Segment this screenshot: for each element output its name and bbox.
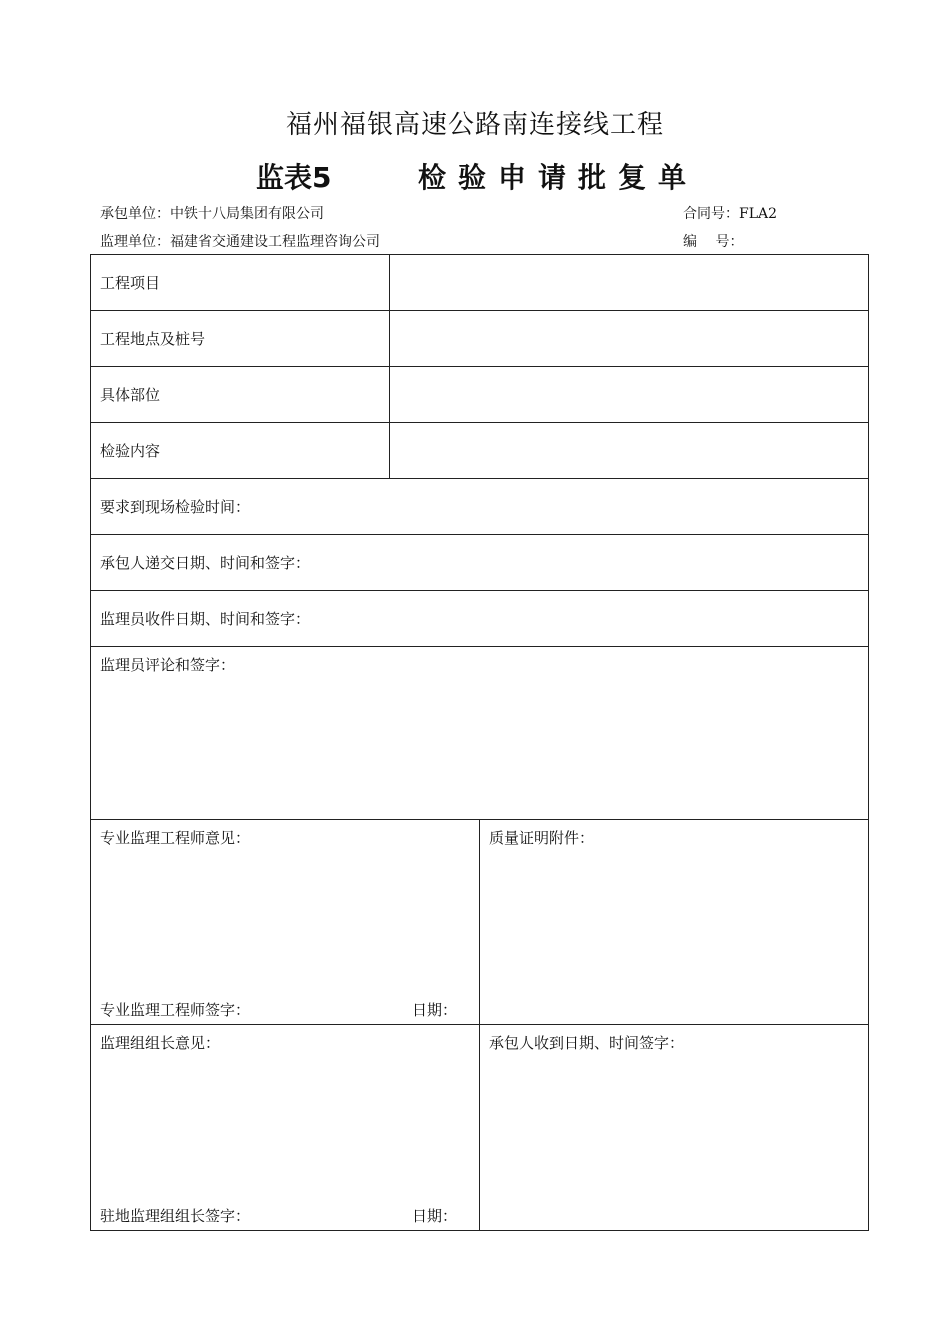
supervisor-unit: 监理单位：福建省交通建设工程监理咨询公司 bbox=[100, 234, 380, 250]
inspection-content-label: 检验内容 bbox=[91, 423, 390, 478]
supervisor-receive-label: 监理员收件日期、时间和签字： bbox=[100, 610, 311, 628]
form-subtitle bbox=[0, 156, 950, 196]
specific-part-field[interactable] bbox=[390, 367, 868, 422]
inspection-content-field[interactable] bbox=[390, 423, 868, 478]
contractor-unit: 承包单位：中铁十八局集团有限公司 bbox=[100, 206, 324, 222]
location-stake-label: 工程地点及桩号 bbox=[91, 311, 390, 366]
specific-part-label: 具体部位 bbox=[91, 367, 390, 422]
table-row bbox=[91, 591, 868, 647]
required-time-label: 要求到现场检验时间： bbox=[100, 498, 251, 516]
serial-number: 编 号： bbox=[683, 234, 744, 250]
document-title: 福州福银高速公路南连接线工程 bbox=[285, 110, 664, 140]
engineer-signature-label: 专业监理工程师签字： bbox=[100, 1001, 251, 1019]
project-item-label: 工程项目 bbox=[91, 255, 390, 310]
table-row bbox=[91, 647, 868, 820]
engineer-opinion-label: 专业监理工程师意见： bbox=[100, 829, 251, 847]
resident-leader-signature-label: 驻地监理组组长签字： bbox=[100, 1207, 251, 1225]
leader-date-label: 日期： bbox=[412, 1207, 458, 1225]
quality-attachment-cell bbox=[480, 820, 868, 1024]
table-row bbox=[91, 479, 868, 535]
engineer-opinion-cell bbox=[91, 820, 480, 1024]
contract-number: 合同号：FLA2 bbox=[683, 206, 778, 222]
table-row bbox=[91, 535, 868, 591]
table-row bbox=[91, 255, 868, 311]
project-item-field[interactable] bbox=[390, 255, 868, 310]
table-row bbox=[91, 1025, 868, 1230]
table-row bbox=[91, 820, 868, 1025]
group-leader-opinion-label: 监理组组长意见： bbox=[100, 1034, 221, 1052]
inspection-form-table bbox=[90, 254, 869, 1231]
table-row bbox=[91, 423, 868, 479]
engineer-date-label: 日期： bbox=[412, 1001, 458, 1019]
location-stake-field[interactable] bbox=[390, 311, 868, 366]
quality-attachment-label: 质量证明附件： bbox=[489, 829, 595, 847]
group-leader-opinion-cell bbox=[91, 1025, 480, 1230]
contractor-submit-label: 承包人递交日期、时间和签字： bbox=[100, 554, 311, 572]
table-row bbox=[91, 367, 868, 423]
form-name: 检验申请批复单 bbox=[418, 161, 699, 194]
contractor-receive-label: 承包人收到日期、时间签字： bbox=[489, 1034, 685, 1052]
table-row bbox=[91, 311, 868, 367]
contractor-receive-cell bbox=[480, 1025, 868, 1230]
supervisor-comment-label: 监理员评论和签字： bbox=[100, 656, 236, 674]
form-code: 监表5 bbox=[256, 161, 332, 194]
